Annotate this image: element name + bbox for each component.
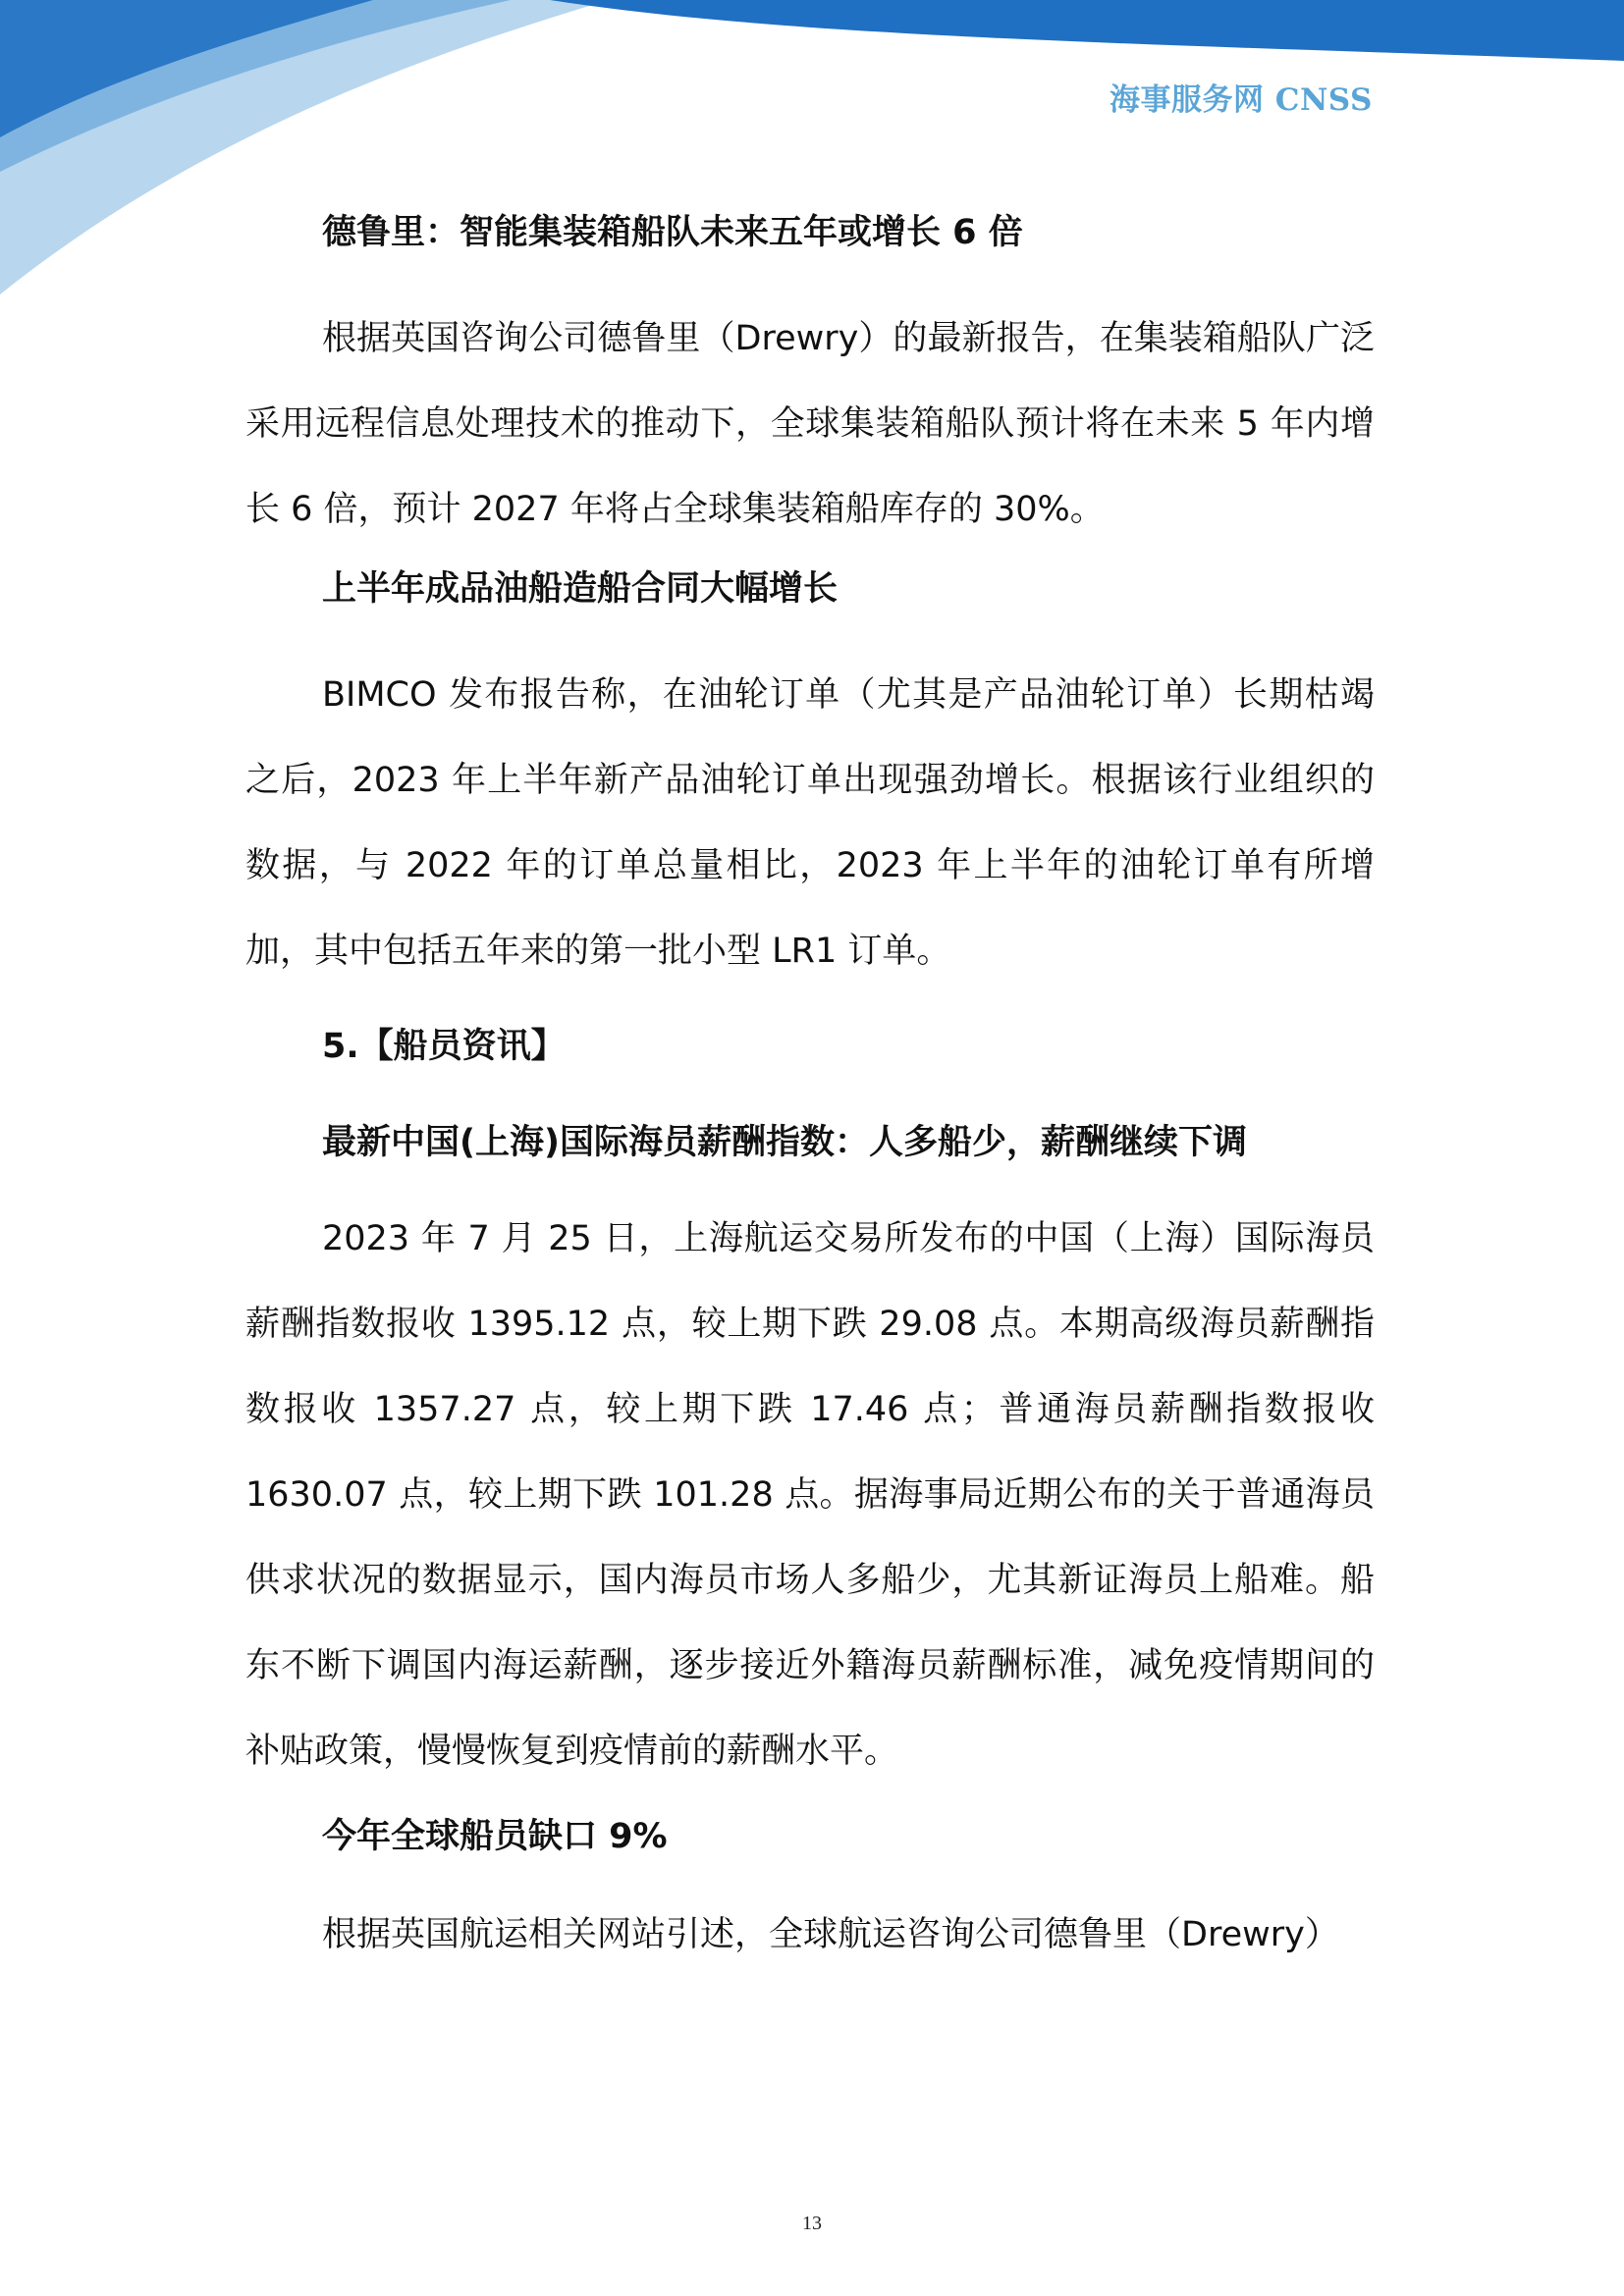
section-paragraph: BIMCO 发布报告称，在油轮订单（尤其是产品油轮订单）长期枯竭之后，2023 年上半年新产品油轮订单出现强劲增长。根据该行业组织的数据，与 2022 年的订单总量相比，2023 年上半年的油轮订单有所增加，其中包括五年来的第一批小型 LR1 订单。 bbox=[245, 675, 1375, 971]
section-product-tanker-orders bbox=[245, 564, 1375, 994]
section-heading: 上半年成品油船造船合同大幅增长 bbox=[322, 569, 839, 609]
section-paragraph: 根据英国航运相关网站引述，全球航运咨询公司德鲁里（Drewry） bbox=[322, 1915, 1339, 1954]
page-number: 13 bbox=[802, 2213, 822, 2234]
section-seafarer-wage-index bbox=[245, 1118, 1375, 1794]
section-paragraph: 根据英国咨询公司德鲁里（Drewry）的最新报告，在集装箱船队广泛采用远程信息处理技术的推动下，全球集装箱船队预计将在未来 5 年内增长 6 倍，预计 2027 年将占全球集装箱船库存的 30%。 bbox=[245, 319, 1375, 529]
header-wave-band bbox=[550, 0, 1624, 61]
section-global-crew-shortage bbox=[245, 1812, 1375, 1978]
section-paragraph: 2023 年 7 月 25 日，上海航运交易所发布的中国（上海）国际海员薪酬指数报收 1395.12 点，较上期下跌 29.08 点。本期高级海员薪酬指数报收 1357.27 点，较上期下跌 17.46 点；普通海员薪酬指数报收 1630.07 点，较上期下跌 101.28 点。据海事局近期公布的关于普通海员供求状况的数据显示，国内海员市场人多船少，尤其新证海员上船难。船东不断下调国内海运薪酬，逐步接近外籍海员薪酬标准，减免疫情期间的补贴政策，慢慢恢复到疫情前的薪酬水平。 bbox=[245, 1219, 1375, 1771]
section-crew-news bbox=[245, 1022, 1375, 1071]
section-heading: 5.【船员资讯】 bbox=[322, 1027, 566, 1066]
article-body bbox=[245, 208, 1375, 1978]
section-drewry-smart-container bbox=[245, 208, 1375, 553]
section-heading: 德鲁里：智能集装箱船队未来五年或增长 6 倍 bbox=[322, 213, 1023, 252]
section-heading: 最新中国(上海)国际海员薪酬指数：人多船少，薪酬继续下调 bbox=[322, 1123, 1247, 1162]
brand-title: 海事服务网 CNSS bbox=[1110, 82, 1373, 118]
section-heading: 今年全球船员缺口 9% bbox=[322, 1817, 668, 1856]
